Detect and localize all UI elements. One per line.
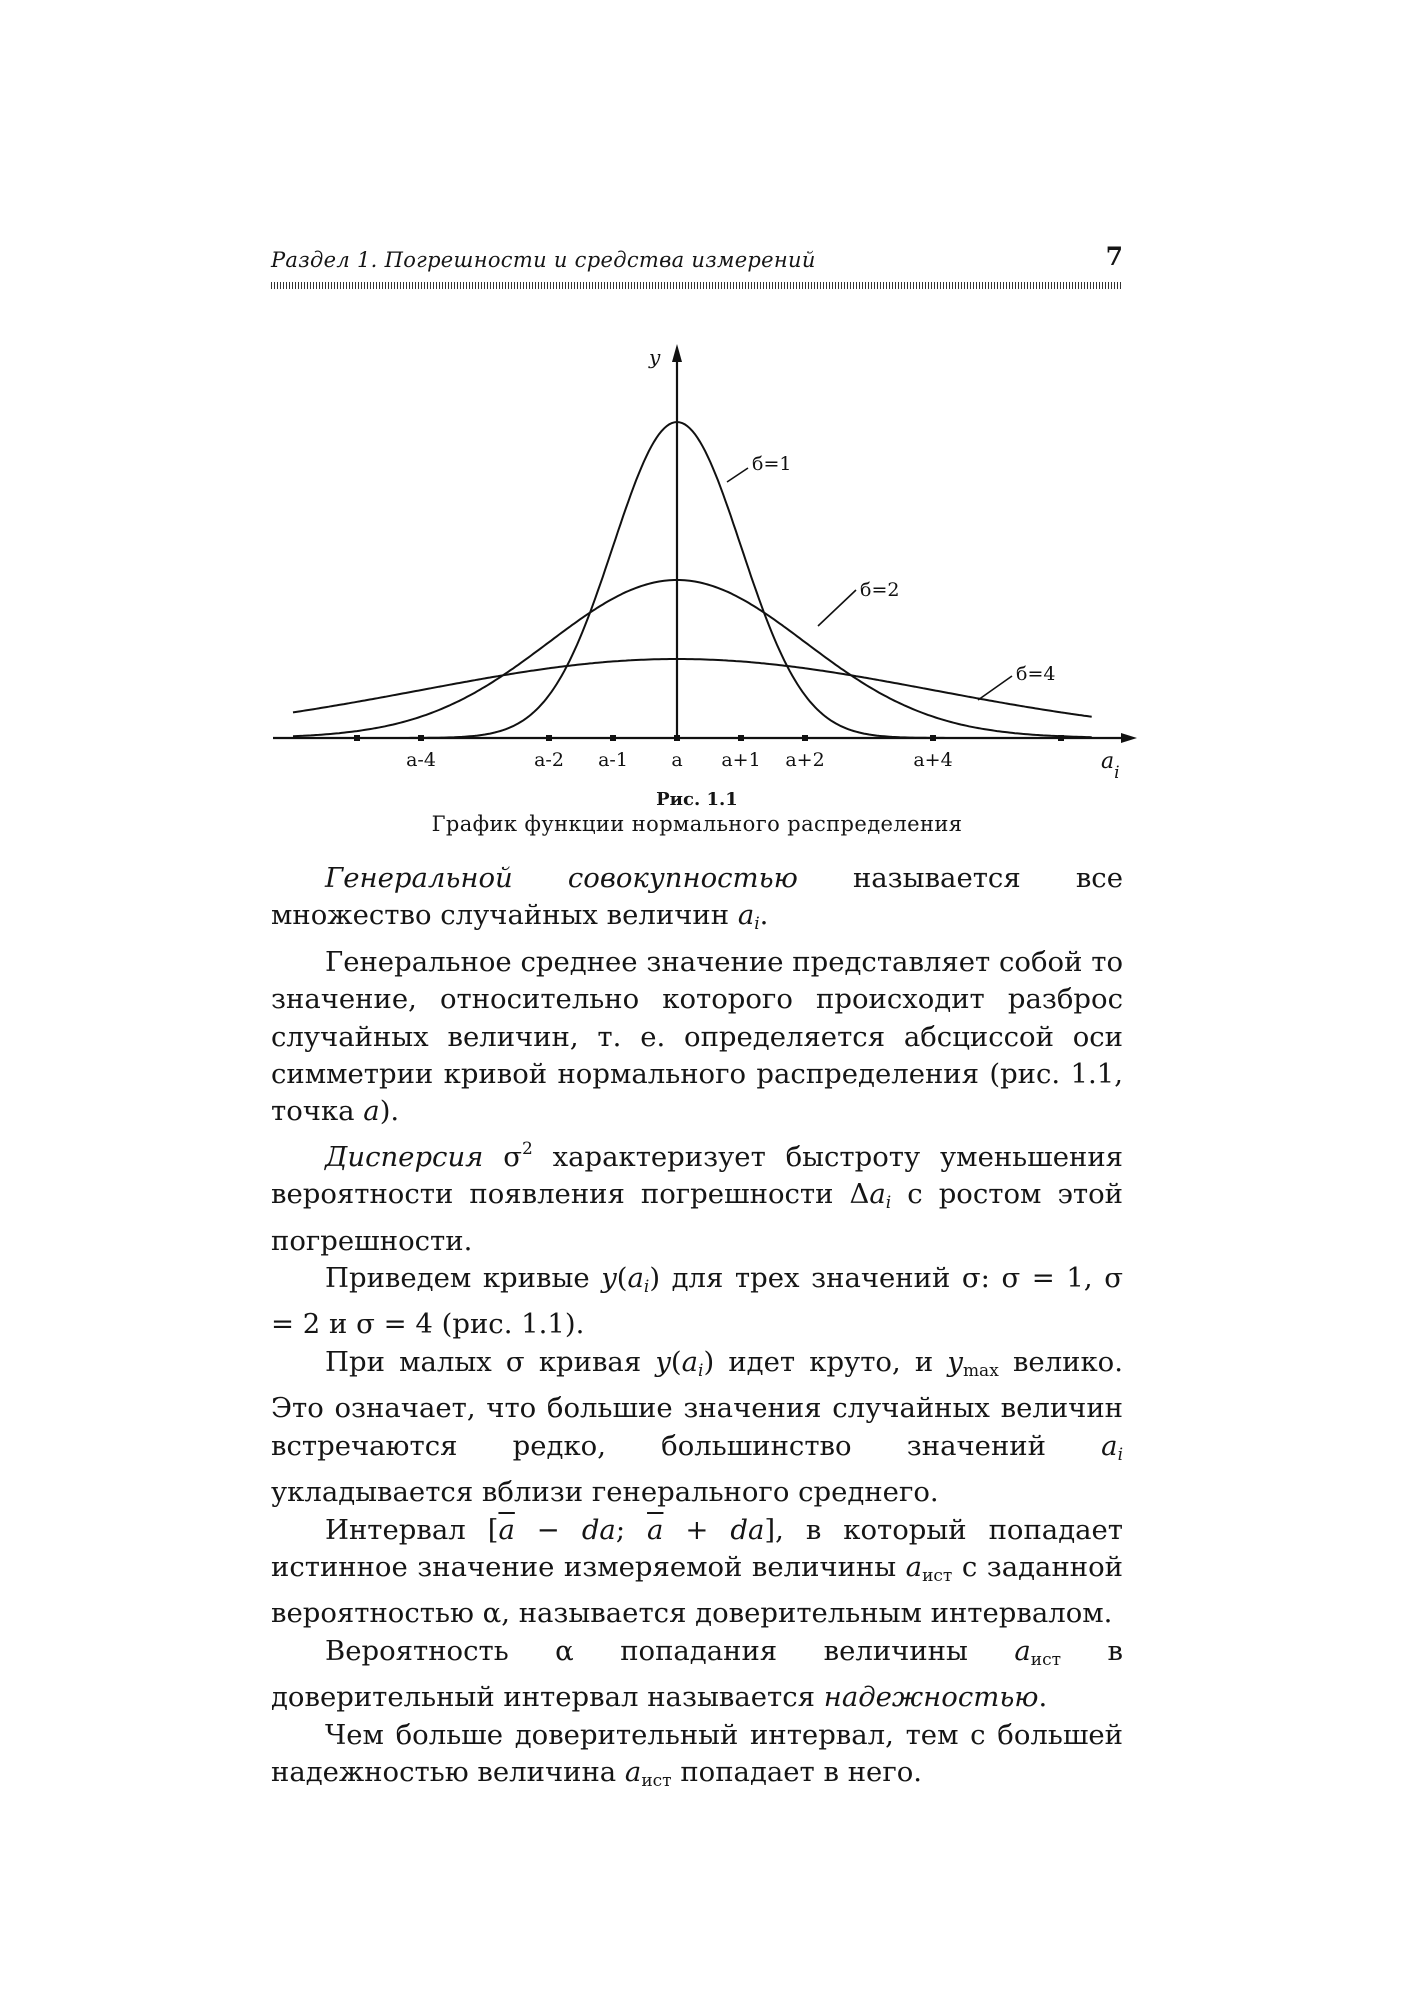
- paragraph: [271, 1344, 1123, 1512]
- x-tick-mark: [738, 735, 744, 741]
- text-run: ) для трех значений σ: σ = 1, σ = 2 и σ = 4 (рис. 1.1).: [271, 1262, 1124, 1341]
- text-run: велико. Это означает, что большие значения случайных величин встречаются редко, большинство значений: [271, 1345, 1123, 1462]
- text-run: При малых σ кривая: [325, 1345, 656, 1378]
- text-run: i: [754, 914, 760, 935]
- text-run: в доверительный интервал называется: [271, 1634, 1123, 1714]
- paragraph: [271, 1260, 1123, 1344]
- text-run: с заданной вероятностью α, называется доверительным интервалом.: [271, 1550, 1123, 1630]
- figure-caption-number: Рис. 1.1: [656, 789, 738, 810]
- text-run: Генеральной совокупностью: [325, 862, 798, 894]
- x-tick-label: a+1: [721, 749, 761, 771]
- text-run: укладывается вблизи генерального среднего.: [271, 1476, 939, 1509]
- x-tick-label: a-2: [534, 749, 564, 771]
- text-run: y: [655, 1345, 671, 1378]
- text-run: $\overline{a}$: [498, 1513, 515, 1546]
- running-title: Раздел 1. Погрешности и средства измерений: [271, 248, 816, 272]
- curve-leader-line: [727, 468, 748, 482]
- text-run: i: [885, 1193, 892, 1214]
- text-run: a: [869, 1178, 886, 1211]
- text-run: i: [643, 1277, 650, 1298]
- text-run: i: [1117, 1444, 1123, 1465]
- x-tick-mark: [802, 735, 808, 741]
- text-run: y: [947, 1345, 963, 1378]
- curve-label: б=2: [860, 579, 900, 601]
- text-run: .: [759, 899, 769, 932]
- text-run: Генеральное среднее значение представляет собой то значение, относительно которого происходит разброс случайных величин, т. е. определяется абсциссой оси симметрии кривой нормального распределения (рис. 1.1, точка: [271, 945, 1123, 1128]
- text-run: i: [698, 1360, 704, 1381]
- text-run: a: [624, 1755, 642, 1788]
- curve-sigma-4: [293, 659, 1092, 717]
- text-run: (: [670, 1345, 682, 1378]
- text-run: Интервал [: [325, 1513, 499, 1546]
- text-run: надежностью: [823, 1681, 1039, 1714]
- text-run: (: [616, 1262, 628, 1295]
- x-tick-label: a: [671, 749, 683, 771]
- text-run: a: [1014, 1634, 1031, 1667]
- x-tick-label: a+4: [913, 749, 953, 771]
- text-run: a: [627, 1262, 644, 1295]
- x-tick-mark: [546, 735, 552, 741]
- text-run: a: [737, 899, 755, 932]
- text-run: ;: [615, 1513, 648, 1546]
- curve-label: б=4: [1016, 663, 1056, 685]
- figure-caption-title: График функции нормального распределения: [431, 812, 963, 836]
- text-run: Приведем кривые: [325, 1262, 602, 1295]
- paragraph: [271, 1633, 1123, 1717]
- text-run: a: [363, 1095, 380, 1128]
- text-run: характеризует быстроту уменьшения вероятности появления погрешности Δ: [271, 1140, 1123, 1211]
- paragraph: [271, 1717, 1123, 1801]
- body-text: [271, 860, 1123, 1800]
- text-run: da: [581, 1513, 616, 1546]
- text-run: y: [601, 1262, 617, 1295]
- chart-svg: [0, 0, 1414, 840]
- text-run: +: [663, 1513, 731, 1546]
- text-run: .: [1038, 1681, 1048, 1714]
- text-run: ист: [641, 1770, 672, 1791]
- text-run: с ростом этой погрешности.: [271, 1178, 1123, 1257]
- paragraph: [271, 1512, 1123, 1633]
- x-tick-label: a-4: [406, 749, 436, 771]
- text-run: a: [1101, 1429, 1118, 1462]
- text-run: σ: [483, 1140, 522, 1173]
- text-run: da: [730, 1513, 765, 1546]
- text-run: попадает в него.: [671, 1755, 923, 1788]
- figure-normal-distribution: [0, 0, 1414, 840]
- y-axis-label: y: [649, 345, 661, 369]
- text-run: a: [905, 1550, 923, 1583]
- text-run: ) идет круто, и: [703, 1345, 948, 1378]
- text-run: ).: [379, 1095, 400, 1128]
- x-tick-label: a-1: [598, 749, 628, 771]
- text-run: Дисперсия: [325, 1140, 484, 1173]
- x-axis-label: $a_i$: [1101, 749, 1120, 783]
- text-run: −: [514, 1513, 582, 1546]
- paragraph: [271, 1131, 1123, 1260]
- curve-leader-line: [978, 676, 1012, 700]
- text-run: 2: [521, 1138, 533, 1159]
- paragraph: [271, 860, 1123, 944]
- paragraph: [271, 944, 1123, 1131]
- text-run: ист: [1030, 1649, 1062, 1670]
- text-run: ист: [922, 1565, 953, 1586]
- x-tick-mark: [610, 735, 616, 741]
- y-axis-arrow: [672, 344, 682, 362]
- x-tick-label: a+2: [785, 749, 825, 771]
- curve-leader-line: [818, 590, 856, 626]
- text-run: Вероятность α попадания величины: [325, 1634, 1015, 1667]
- x-axis-arrow: [1121, 733, 1137, 743]
- text-run: ], в который попадает истинное значение измеряемой величины: [271, 1513, 1124, 1583]
- x-tick-mark: [674, 735, 680, 741]
- text-run: a: [681, 1345, 699, 1378]
- page-number: 7: [1105, 242, 1123, 271]
- text-run: называется все множество случайных величин: [271, 862, 1123, 932]
- text-run: $\overline{a}$: [647, 1513, 664, 1546]
- text-run: Чем больше доверительный интервал, тем с большей надежностью величина: [271, 1718, 1123, 1788]
- text-run: max: [962, 1360, 999, 1381]
- curve-label: б=1: [752, 453, 792, 475]
